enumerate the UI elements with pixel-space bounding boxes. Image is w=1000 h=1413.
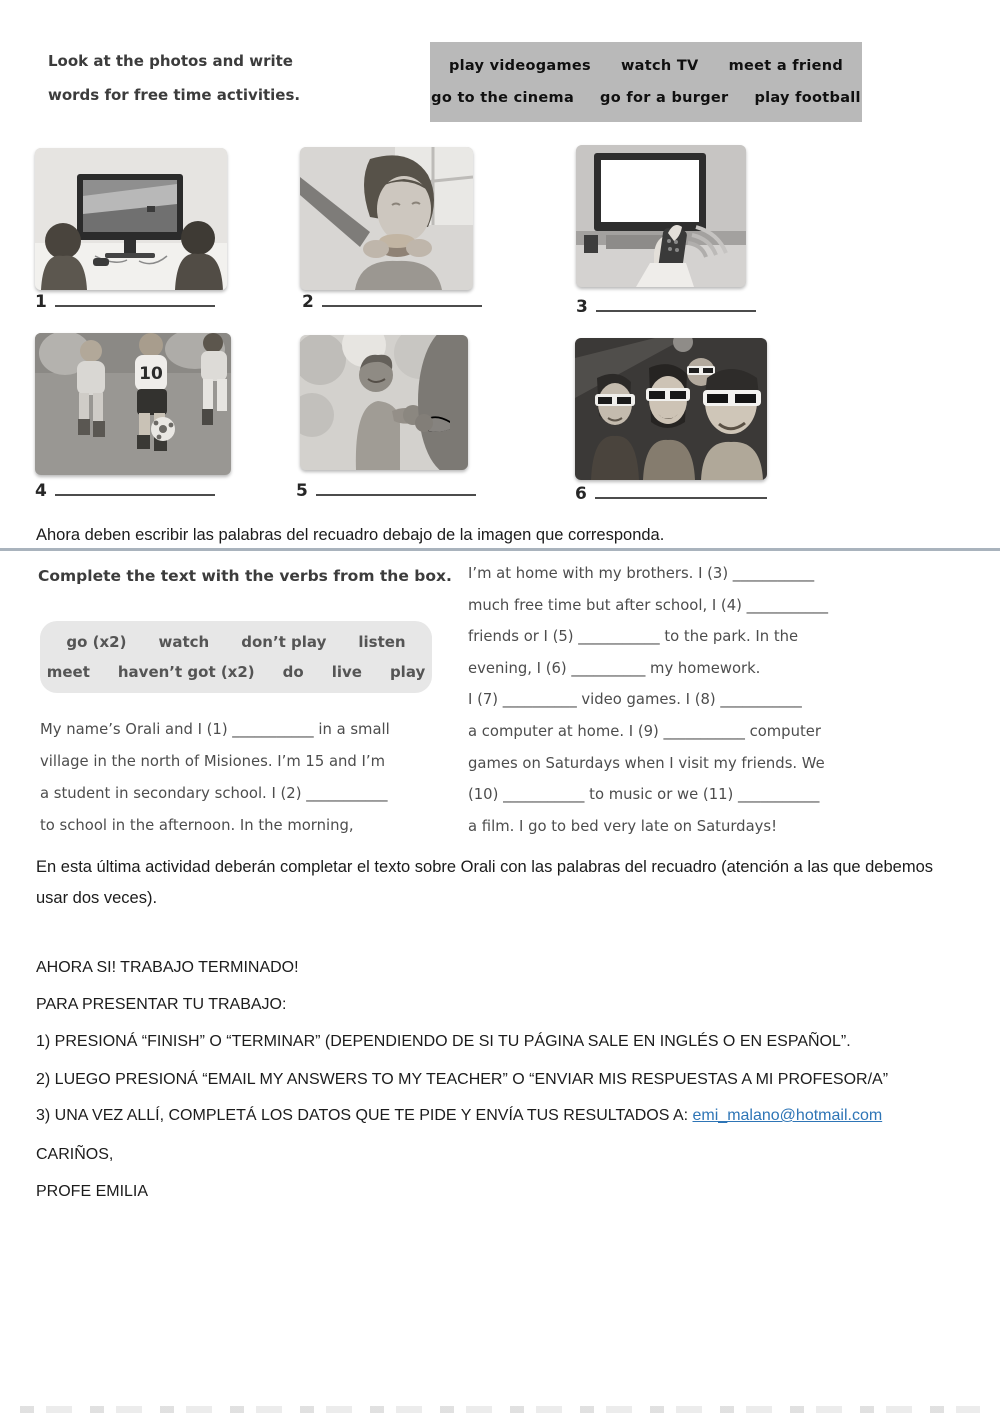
word-go-for-a-burger: go for a burger <box>600 90 729 106</box>
gap-text-line: games on Saturdays when I visit my friends. We <box>468 754 825 772</box>
verb-listen: listen <box>358 633 406 651</box>
boys-playing-videogames-photo <box>35 148 227 290</box>
exercise1-instruction-line2: words for free time activities. <box>48 86 301 104</box>
footer-done-line: AHORA SI! TRABAJO TERMINADO! <box>36 959 299 976</box>
verb-live: live <box>331 663 362 681</box>
footer-regards-line: CARIÑOS, <box>36 1146 114 1163</box>
word-box-row2 <box>430 90 862 106</box>
verb-dont-play: don’t play <box>241 633 327 651</box>
footer-step3-line <box>36 1107 882 1125</box>
friends-fist-bump-photo <box>300 335 468 470</box>
exercise2-instruction: Complete the text with the verbs from the box. <box>38 567 452 585</box>
photo1-answer-line <box>55 292 215 307</box>
gap-text-line: a student in secondary school. I (2) ___________ <box>40 785 388 802</box>
footer-step3-text: 3) UNA VEZ ALLÍ, COMPLETÁ LOS DATOS QUE TE PIDE Y ENVÍA TUS RESULTADOS A: <box>36 1107 693 1124</box>
boys-playing-videogames-illustration <box>35 148 227 290</box>
photo3-caption <box>576 297 756 317</box>
girl-eating-burger-illustration <box>300 147 473 290</box>
friends-fist-bump-illustration <box>300 335 468 470</box>
gap-text-line: I (7) __________ video games. I (8) ___________ <box>468 691 802 709</box>
footer-step1-line: 1) PRESIONÁ “FINISH” O “TERMINAR” (DEPENDIENDO DE SI TU PÁGINA SALE EN INGLÉS O EN ESPAÑOL”. <box>36 1033 851 1050</box>
word-box-row1 <box>430 58 862 74</box>
photo2-caption <box>302 292 482 312</box>
kids-playing-football-photo <box>35 333 231 475</box>
activities-word-box <box>430 42 862 122</box>
photo6-caption <box>575 484 767 504</box>
gap-text-line: evening, I (6) __________ my homework. <box>468 659 761 677</box>
footer-present-line: PARA PRESENTAR TU TRABAJO: <box>36 996 287 1013</box>
svg-text:10: 10 <box>139 364 163 384</box>
gap-text-line: My name’s Orali and I (1) ___________ in a small <box>40 721 390 738</box>
photo5-number: 5 <box>296 481 308 501</box>
gap-text-line: a computer at home. I (9) ___________ computer <box>468 722 821 740</box>
photo4-caption <box>35 481 215 501</box>
photo1-number: 1 <box>35 292 47 312</box>
section-divider <box>0 548 1000 551</box>
photo2-number: 2 <box>302 292 314 312</box>
spanish-instruction-1: Ahora deben escribir las palabras del recuadro debajo de la imagen que corresponda. <box>36 526 665 544</box>
gap-text-line: a film. I go to bed very late on Saturdays! <box>468 817 778 835</box>
kids-playing-football-illustration <box>35 333 231 475</box>
gap-text-line: village in the north of Misiones. I’m 15 and I’m <box>40 753 385 770</box>
hand-remote-watching-tv-illustration <box>576 145 746 287</box>
exercise1-instruction <box>48 44 300 112</box>
photo2-answer-line <box>322 292 482 307</box>
teacher-email-link[interactable]: emi_malano@hotmail.com <box>692 1107 883 1124</box>
photo4-answer-line <box>55 481 215 496</box>
photo5-answer-line <box>316 481 476 496</box>
verb-go-x2: go (x2) <box>66 633 127 651</box>
word-go-to-the-cinema: go to the cinema <box>431 90 575 106</box>
word-watch-tv: watch TV <box>620 58 699 74</box>
word-meet-a-friend: meet a friend <box>728 58 844 74</box>
girl-eating-burger-photo <box>300 147 473 290</box>
cut-off-text-artifact <box>20 1406 980 1413</box>
word-play-football: play football <box>754 90 861 106</box>
verbs-box <box>40 621 432 693</box>
gap-text-line: (10) ___________ to music or we (11) ___________ <box>468 786 820 804</box>
footer-step2-line: 2) LUEGO PRESIONÁ “EMAIL MY ANSWERS TO MY TEACHER” O “ENVIAR MIS RESPUESTAS A MI PROFESOR/A” <box>36 1071 889 1088</box>
word-play-videogames: play videogames <box>448 58 591 74</box>
gap-text-line: much free time but after school, I (4) ___________ <box>468 596 828 614</box>
gap-text-line: friends or I (5) ___________ to the park. In the <box>468 628 799 646</box>
photo3-answer-line <box>596 297 756 312</box>
verbs-box-row2 <box>40 663 432 681</box>
hand-remote-watching-tv-photo <box>576 145 746 287</box>
photo1-caption <box>35 292 215 312</box>
gap-text-line: I’m at home with my brothers. I (3) ___________ <box>468 565 815 582</box>
gap-text-line: to school in the afternoon. In the morning, <box>40 817 354 834</box>
footer-signature-line: PROFE EMILIA <box>36 1183 149 1200</box>
exercise1-instruction-line1: Look at the photos and write <box>48 52 293 70</box>
verb-meet: meet <box>46 663 90 681</box>
photo4-number: 4 <box>35 481 47 501</box>
photo5-caption <box>296 481 476 501</box>
spanish-instruction-2-line2: usar dos veces). <box>36 889 158 907</box>
verb-play: play <box>389 663 426 681</box>
gap-text-right-column <box>468 558 828 842</box>
verb-watch: watch <box>158 633 210 651</box>
gap-text-left-column <box>40 714 390 842</box>
cinema-3d-glasses-illustration <box>575 338 767 480</box>
verb-havent-got-x2: haven’t got (x2) <box>117 663 255 681</box>
cinema-3d-glasses-photo <box>575 338 767 480</box>
spanish-instruction-2 <box>36 852 933 914</box>
verb-do: do <box>282 663 304 681</box>
spanish-instruction-2-line1: En esta última actividad deberán completar el texto sobre Orali con las palabras del recuadro (atención a las que debemos <box>36 858 934 876</box>
photo3-number: 3 <box>576 297 588 317</box>
verbs-box-row1 <box>40 633 432 651</box>
photo6-number: 6 <box>575 484 587 504</box>
photo6-answer-line <box>595 484 767 499</box>
